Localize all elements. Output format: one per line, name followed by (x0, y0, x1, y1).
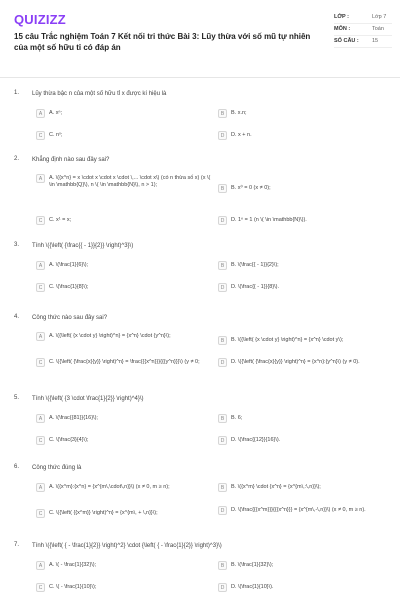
answer-option-a[interactable] (36, 483, 211, 492)
question-number: 2. (14, 156, 20, 162)
question-number: 3. (14, 242, 20, 248)
option-text: D. x + n. (231, 132, 252, 138)
option-text: A. \( - \frac{1}{32}\); (49, 562, 97, 568)
option-text: C. \( - \frac{1}{10}\); (49, 584, 97, 590)
answer-option-a[interactable] (36, 109, 211, 118)
answer-option-b[interactable] (218, 561, 393, 570)
question-text: Lũy thừa bậc n của một số hữu tỉ x được kí hiệu là (32, 91, 167, 97)
answer-option-c[interactable] (36, 583, 211, 592)
option-text: C. \({\left( {{x^m}} \right)^n} = {x^{m\, + \,n}}\); (49, 510, 158, 516)
option-text: D. \(\frac{{12}}{16}\). (231, 437, 281, 443)
option-letter-box: D (218, 583, 227, 592)
option-text: A. \({\left( {x \cdot y} \right)^n} = {x^n} \cdot {y^n}\); (49, 333, 171, 339)
option-letter-box: D (218, 358, 227, 367)
answer-option-d[interactable] (218, 216, 393, 225)
option-text: A. xⁿ; (49, 110, 63, 116)
question-number: 4. (14, 314, 20, 320)
option-letter-box: A (36, 561, 45, 570)
option-text: D. \({\left( {\frac{x}{y}} \right)^n} = {x^n}:{y^n}\) (y ≠ 0). (231, 359, 360, 365)
option-letter-box: A (36, 109, 45, 118)
option-letter-box: D (218, 216, 227, 225)
option-letter-box: A (36, 332, 45, 341)
question-text: Tính \({\left( { - \frac{1}{2}} \right)^2} \cdot {\left( { - \frac{1}{2}} \right)^3}\) (32, 543, 222, 549)
option-letter-box: B (218, 414, 227, 423)
meta-value: Lớp 7 (372, 14, 387, 20)
answer-option-b[interactable] (218, 184, 393, 193)
meta-value: Toán (372, 26, 384, 32)
option-text: C. \(\frac{1}{8}\); (49, 284, 89, 290)
option-letter-box: A (36, 414, 45, 423)
option-text: B. x⁰ = 0 (x ≠ 0); (231, 185, 271, 191)
answer-option-c[interactable] (36, 358, 211, 367)
question-number: 1. (14, 90, 20, 96)
option-text: D. \(\frac{1}{10}\). (231, 584, 274, 590)
option-text: C. \({\left( {\frac{x}{y}} \right)^n} = \frac{{{x^n}}}{{{y^n}}}\) (y ≠ 0; (49, 359, 200, 365)
option-text: C. nˣ; (49, 132, 63, 138)
option-letter-box: C (36, 358, 45, 367)
answer-option-c[interactable] (36, 436, 211, 445)
answer-option-a[interactable] (36, 414, 211, 423)
option-letter-box: C (36, 283, 45, 292)
option-letter-box: B (218, 483, 227, 492)
option-text: B. x.n; (231, 110, 247, 116)
worksheet-header (0, 0, 400, 78)
option-text: D. \(\frac{{ - 1}}{8}\). (231, 284, 279, 290)
option-letter-box: D (218, 506, 227, 515)
answer-option-d[interactable] (218, 436, 393, 445)
option-letter-box: D (218, 131, 227, 140)
question-text: Công thức nào sau đây sai? (32, 315, 108, 321)
answer-option-b[interactable] (218, 109, 393, 118)
answer-option-d[interactable] (218, 283, 393, 292)
answer-option-b[interactable] (218, 483, 393, 492)
question-text: Công thức đúng là (32, 465, 82, 471)
option-letter-box: C (36, 216, 45, 225)
meta-label: SỐ CÂU : (334, 38, 359, 44)
question-text: Tính \({\left( {\frac{{ - 1}}{2}} \right)^3}\) (32, 243, 134, 249)
answer-option-c[interactable] (36, 283, 211, 292)
option-letter-box: D (218, 283, 227, 292)
meta-row-class (334, 12, 392, 24)
option-letter-box: B (218, 336, 227, 345)
question-text: Khẳng định nào sau đây sai? (32, 157, 110, 163)
option-letter-box: B (218, 184, 227, 193)
option-text: B. \(\frac{1}{32}\); (231, 562, 274, 568)
option-letter-box: B (218, 109, 227, 118)
worksheet-meta (334, 12, 392, 48)
answer-option-d[interactable] (218, 583, 393, 592)
quizizz-logo: QUIZIZZ (14, 12, 66, 27)
meta-row-subject (334, 24, 392, 36)
answer-option-b[interactable] (218, 414, 393, 423)
answer-option-a[interactable] (36, 261, 211, 270)
option-text: A. \(\frac{{81}}{16}\); (49, 415, 98, 421)
meta-value: 15 (372, 38, 379, 44)
answer-option-c[interactable] (36, 131, 211, 140)
option-text: D. 1ⁿ = 1 (n \( \in \mathbb{N}\)). (231, 217, 307, 223)
answer-option-a[interactable] (36, 332, 211, 341)
option-text: A. \(\frac{1}{6}\); (49, 262, 89, 268)
option-text: C. \(\frac{3}{4}\); (49, 437, 89, 443)
meta-label: MÔN : (334, 26, 351, 32)
question-number: 6. (14, 464, 20, 470)
option-text: B. \({\left( {x \cdot y} \right)^n} = {x^n} \cdot y\); (231, 337, 344, 343)
answer-option-c[interactable] (36, 509, 211, 518)
worksheet-title: 15 câu Trắc nghiệm Toán 7 Kết nối tri thức Bài 3: Lũy thừa với số mũ tự nhiên của một số hữu tỉ có đáp án (14, 32, 311, 52)
option-letter-box: C (36, 583, 45, 592)
option-letter-box: B (218, 561, 227, 570)
option-text: C. x¹ = x; (49, 217, 72, 223)
answer-option-d[interactable] (218, 131, 393, 140)
answer-option-c[interactable] (36, 216, 211, 225)
option-letter-box: A (36, 261, 45, 270)
option-letter-box: A (36, 483, 45, 492)
option-letter-box: D (218, 436, 227, 445)
option-text: A. \({x^m}:{x^n} = {x^{m\,\cdot\,n}}\) (x ≠ 0, m ≥ n); (49, 484, 170, 490)
meta-label: LỚP : (334, 14, 349, 20)
meta-row-count (334, 36, 392, 48)
answer-option-b[interactable] (218, 336, 393, 345)
answer-option-d[interactable] (218, 358, 393, 367)
option-letter-box: C (36, 131, 45, 140)
option-text: B. 6; (231, 415, 243, 421)
option-letter-box: B (218, 261, 227, 270)
answer-option-b[interactable] (218, 261, 393, 270)
option-text: D. \(\frac{{{x^m}}}{{{x^n}}} = {x^{m\,-\,n}}\) (x ≠ 0, m ≥ n). (231, 507, 366, 513)
option-letter-box: C (36, 436, 45, 445)
answer-option-a[interactable] (36, 561, 211, 570)
option-letter-box: A (36, 174, 45, 183)
answer-option-a[interactable] (36, 174, 211, 189)
question-number: 7. (14, 542, 20, 548)
answer-option-d[interactable] (218, 506, 393, 515)
option-text: B. \(\frac{{ - 1}}{2}\); (231, 262, 279, 268)
question-number: 5. (14, 395, 20, 401)
question-text: Tính \({\left( {3 \cdot \frac{1}{2}} \right)^4}\) (32, 396, 144, 402)
option-text: A. \({x^n} = x \cdot x \cdot x \cdot \,... \cdot x\) (có n thừa số x) (x \( \in \mathbb{Q}\), n \( \in \mathbb{N}\), n > 1); (49, 175, 211, 188)
option-letter-box: C (36, 509, 45, 518)
option-text: B. \({x^m} \cdot {x^n} = {x^{m\,:\,n}}\); (231, 484, 321, 490)
